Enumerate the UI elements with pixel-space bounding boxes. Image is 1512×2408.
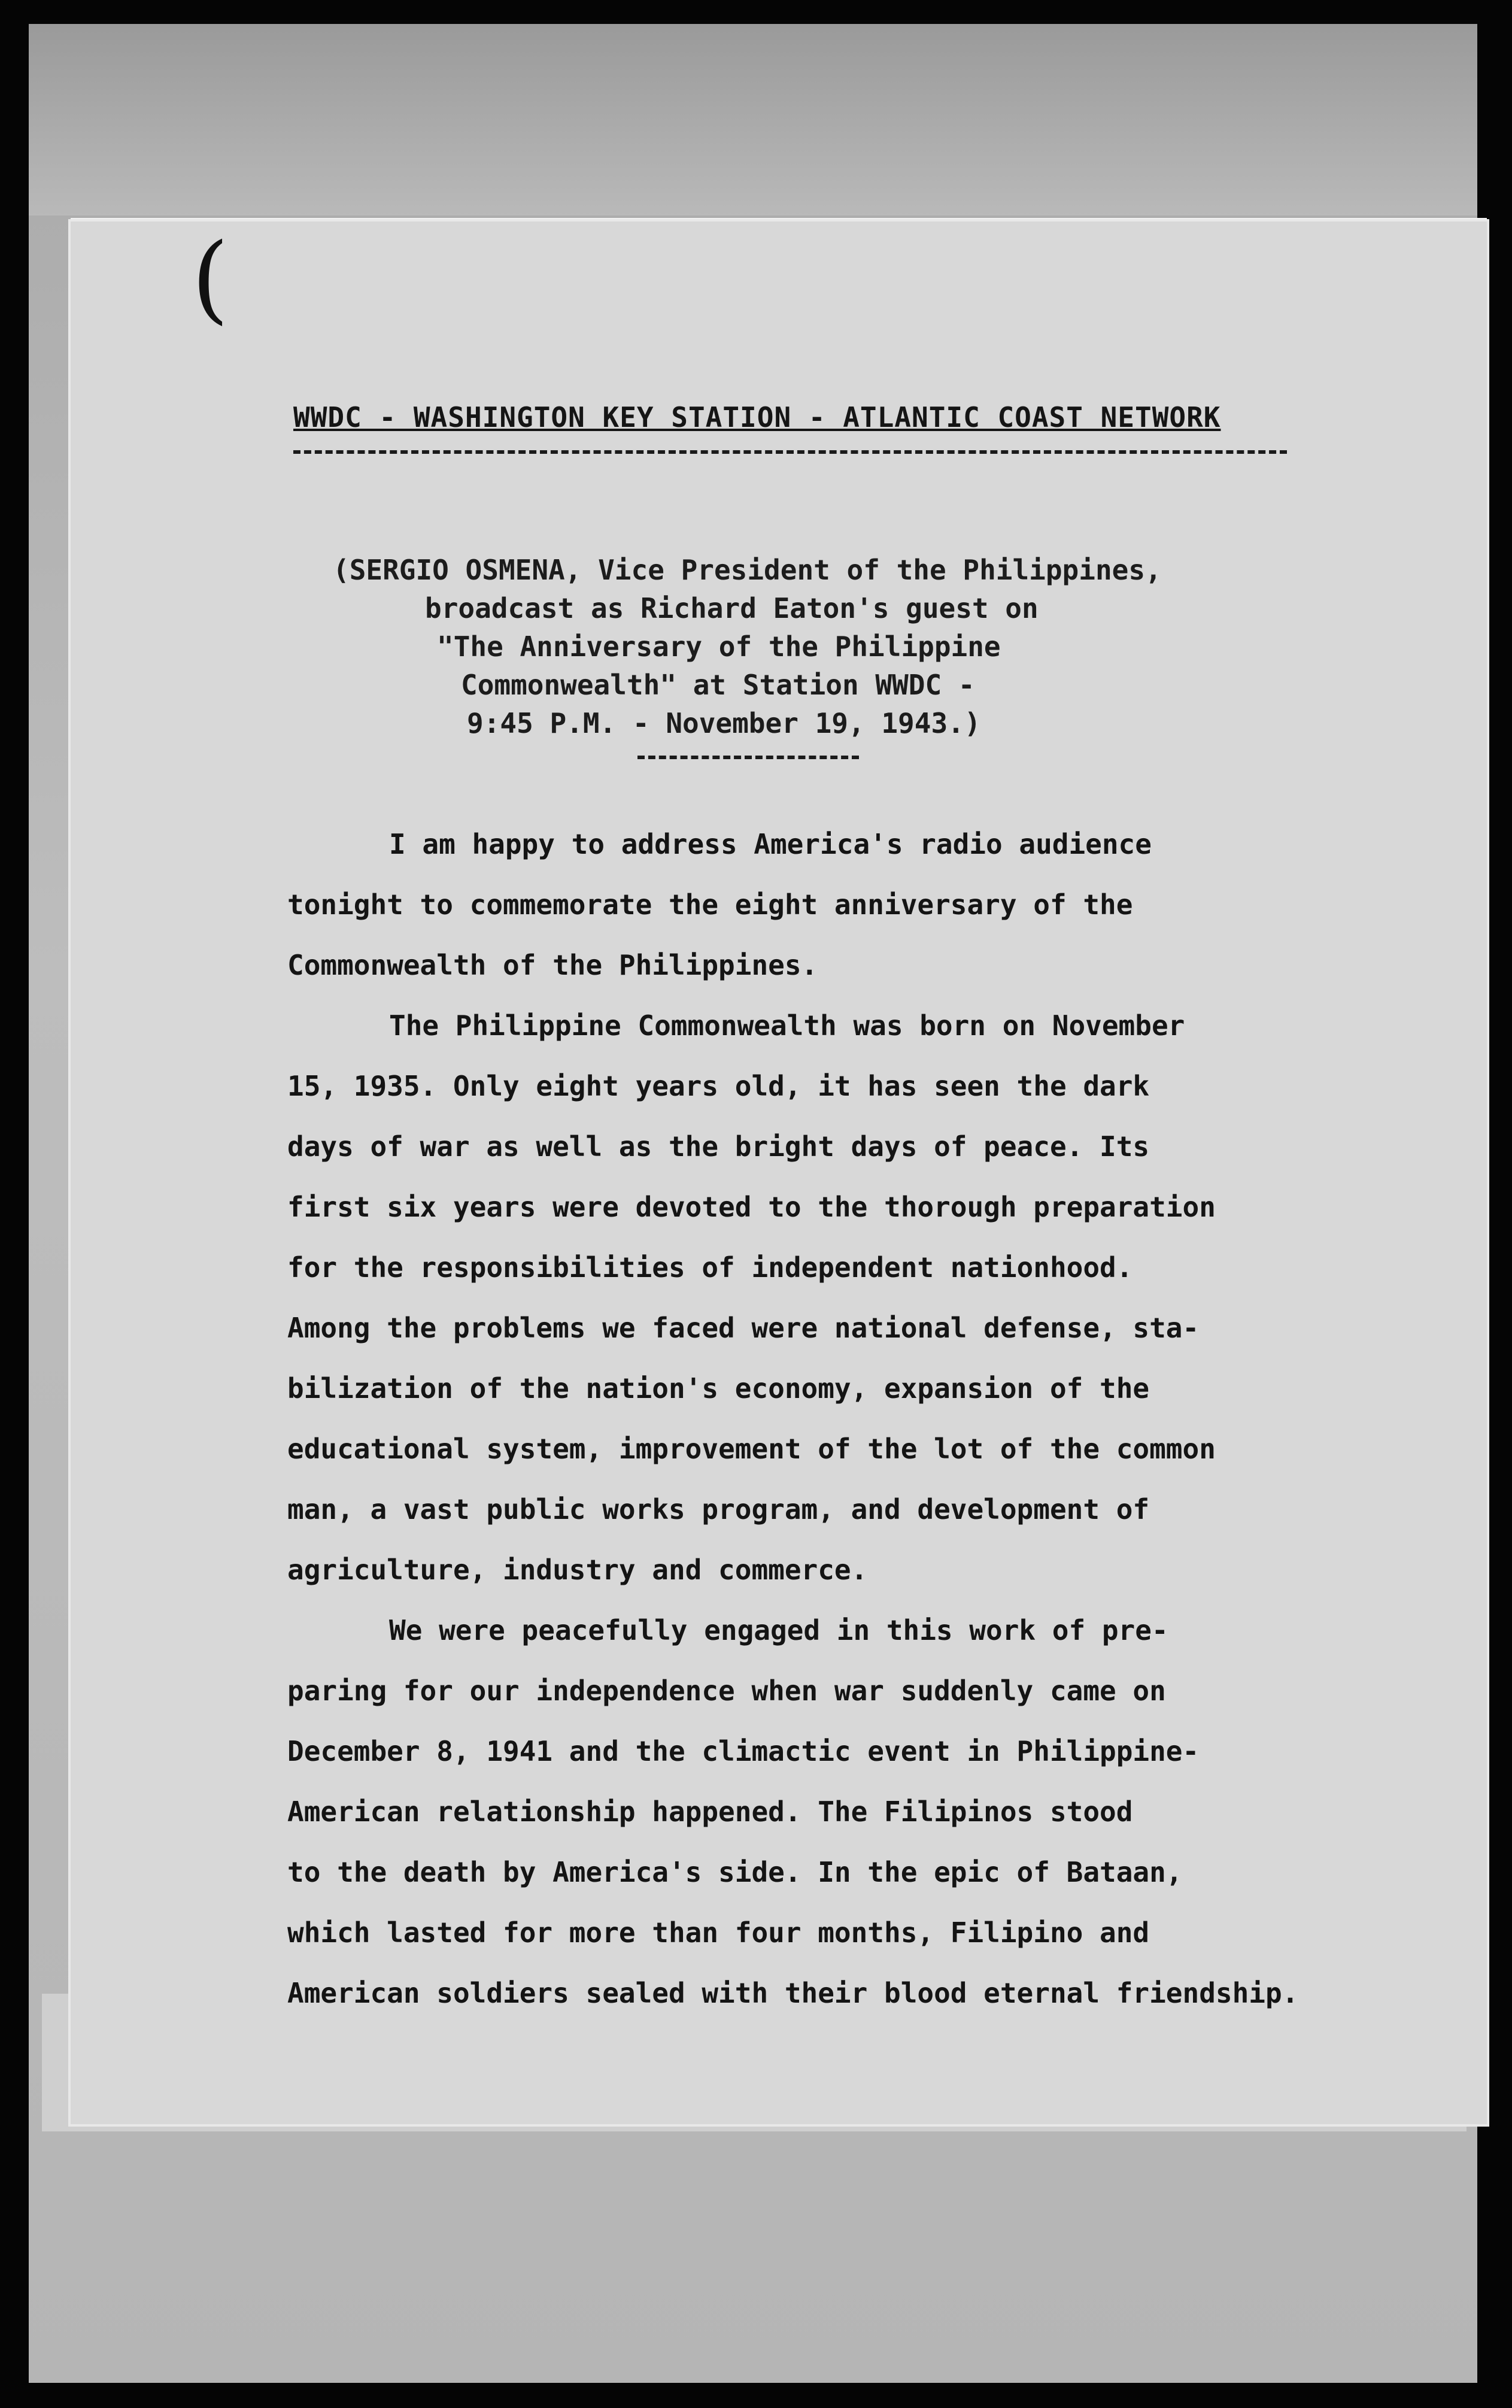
header-dashed-rule	[293, 450, 1287, 454]
intro-separator	[637, 756, 859, 759]
body-line: educational system, improvement of the lot of the common	[287, 1433, 1216, 1465]
body-line: first six years were devoted to the thorough preparation	[287, 1191, 1216, 1223]
body-line: to the death by America's side. In the epic of Bataan,	[287, 1856, 1183, 1888]
intro-line: Commonwealth" at Station WWDC -	[461, 669, 975, 701]
intro-line: (SERGIO OSMENA, Vice President of the Philippines,	[333, 554, 1162, 586]
body-line: I am happy to address America's radio audience	[389, 828, 1152, 860]
body-line: December 8, 1941 and the climactic event in Philippine-	[287, 1735, 1200, 1767]
body-line: agriculture, industry and commerce.	[287, 1554, 868, 1586]
body-line: Among the problems we faced were national defense, sta-	[287, 1312, 1200, 1344]
speech-body	[287, 826, 1353, 2036]
body-line: We were peacefully engaged in this work of pre-	[389, 1614, 1168, 1646]
body-line: 15, 1935. Only eight years old, it has seen the dark	[287, 1070, 1150, 1102]
body-line: man, a vast public works program, and development of	[287, 1493, 1150, 1526]
intro-line: broadcast as Richard Eaton's guest on	[425, 592, 1039, 624]
body-line: for the responsibilities of independent nationhood.	[287, 1251, 1133, 1284]
body-line: The Philippine Commonwealth was born on November	[389, 1009, 1185, 1042]
body-line: paring for our independence when war suddenly came on	[287, 1675, 1166, 1707]
body-line: days of war as well as the bright days of peace. Its	[287, 1130, 1150, 1163]
body-line: bilization of the nation's economy, expansion of the	[287, 1372, 1150, 1405]
broadcast-intro	[323, 551, 1257, 742]
intro-line: "The Anniversary of the Philippine	[437, 630, 1001, 663]
mount-top-margin	[29, 24, 1477, 216]
body-line: which lasted for more than four months, Filipino and	[287, 1916, 1150, 1949]
body-line: Commonwealth of the Philippines.	[287, 949, 818, 981]
body-line: tonight to commemorate the eight anniversary of the	[287, 888, 1133, 921]
body-line: American relationship happened. The Filipinos stood	[287, 1796, 1133, 1828]
body-line: American soldiers sealed with their blood eternal friendship.	[287, 1977, 1299, 2009]
intro-line: 9:45 P.M. - November 19, 1943.)	[467, 707, 981, 739]
handwritten-mark: (	[192, 222, 229, 334]
station-header: WWDC - WASHINGTON KEY STATION - ATLANTIC COAST NETWORK	[293, 401, 1221, 433]
